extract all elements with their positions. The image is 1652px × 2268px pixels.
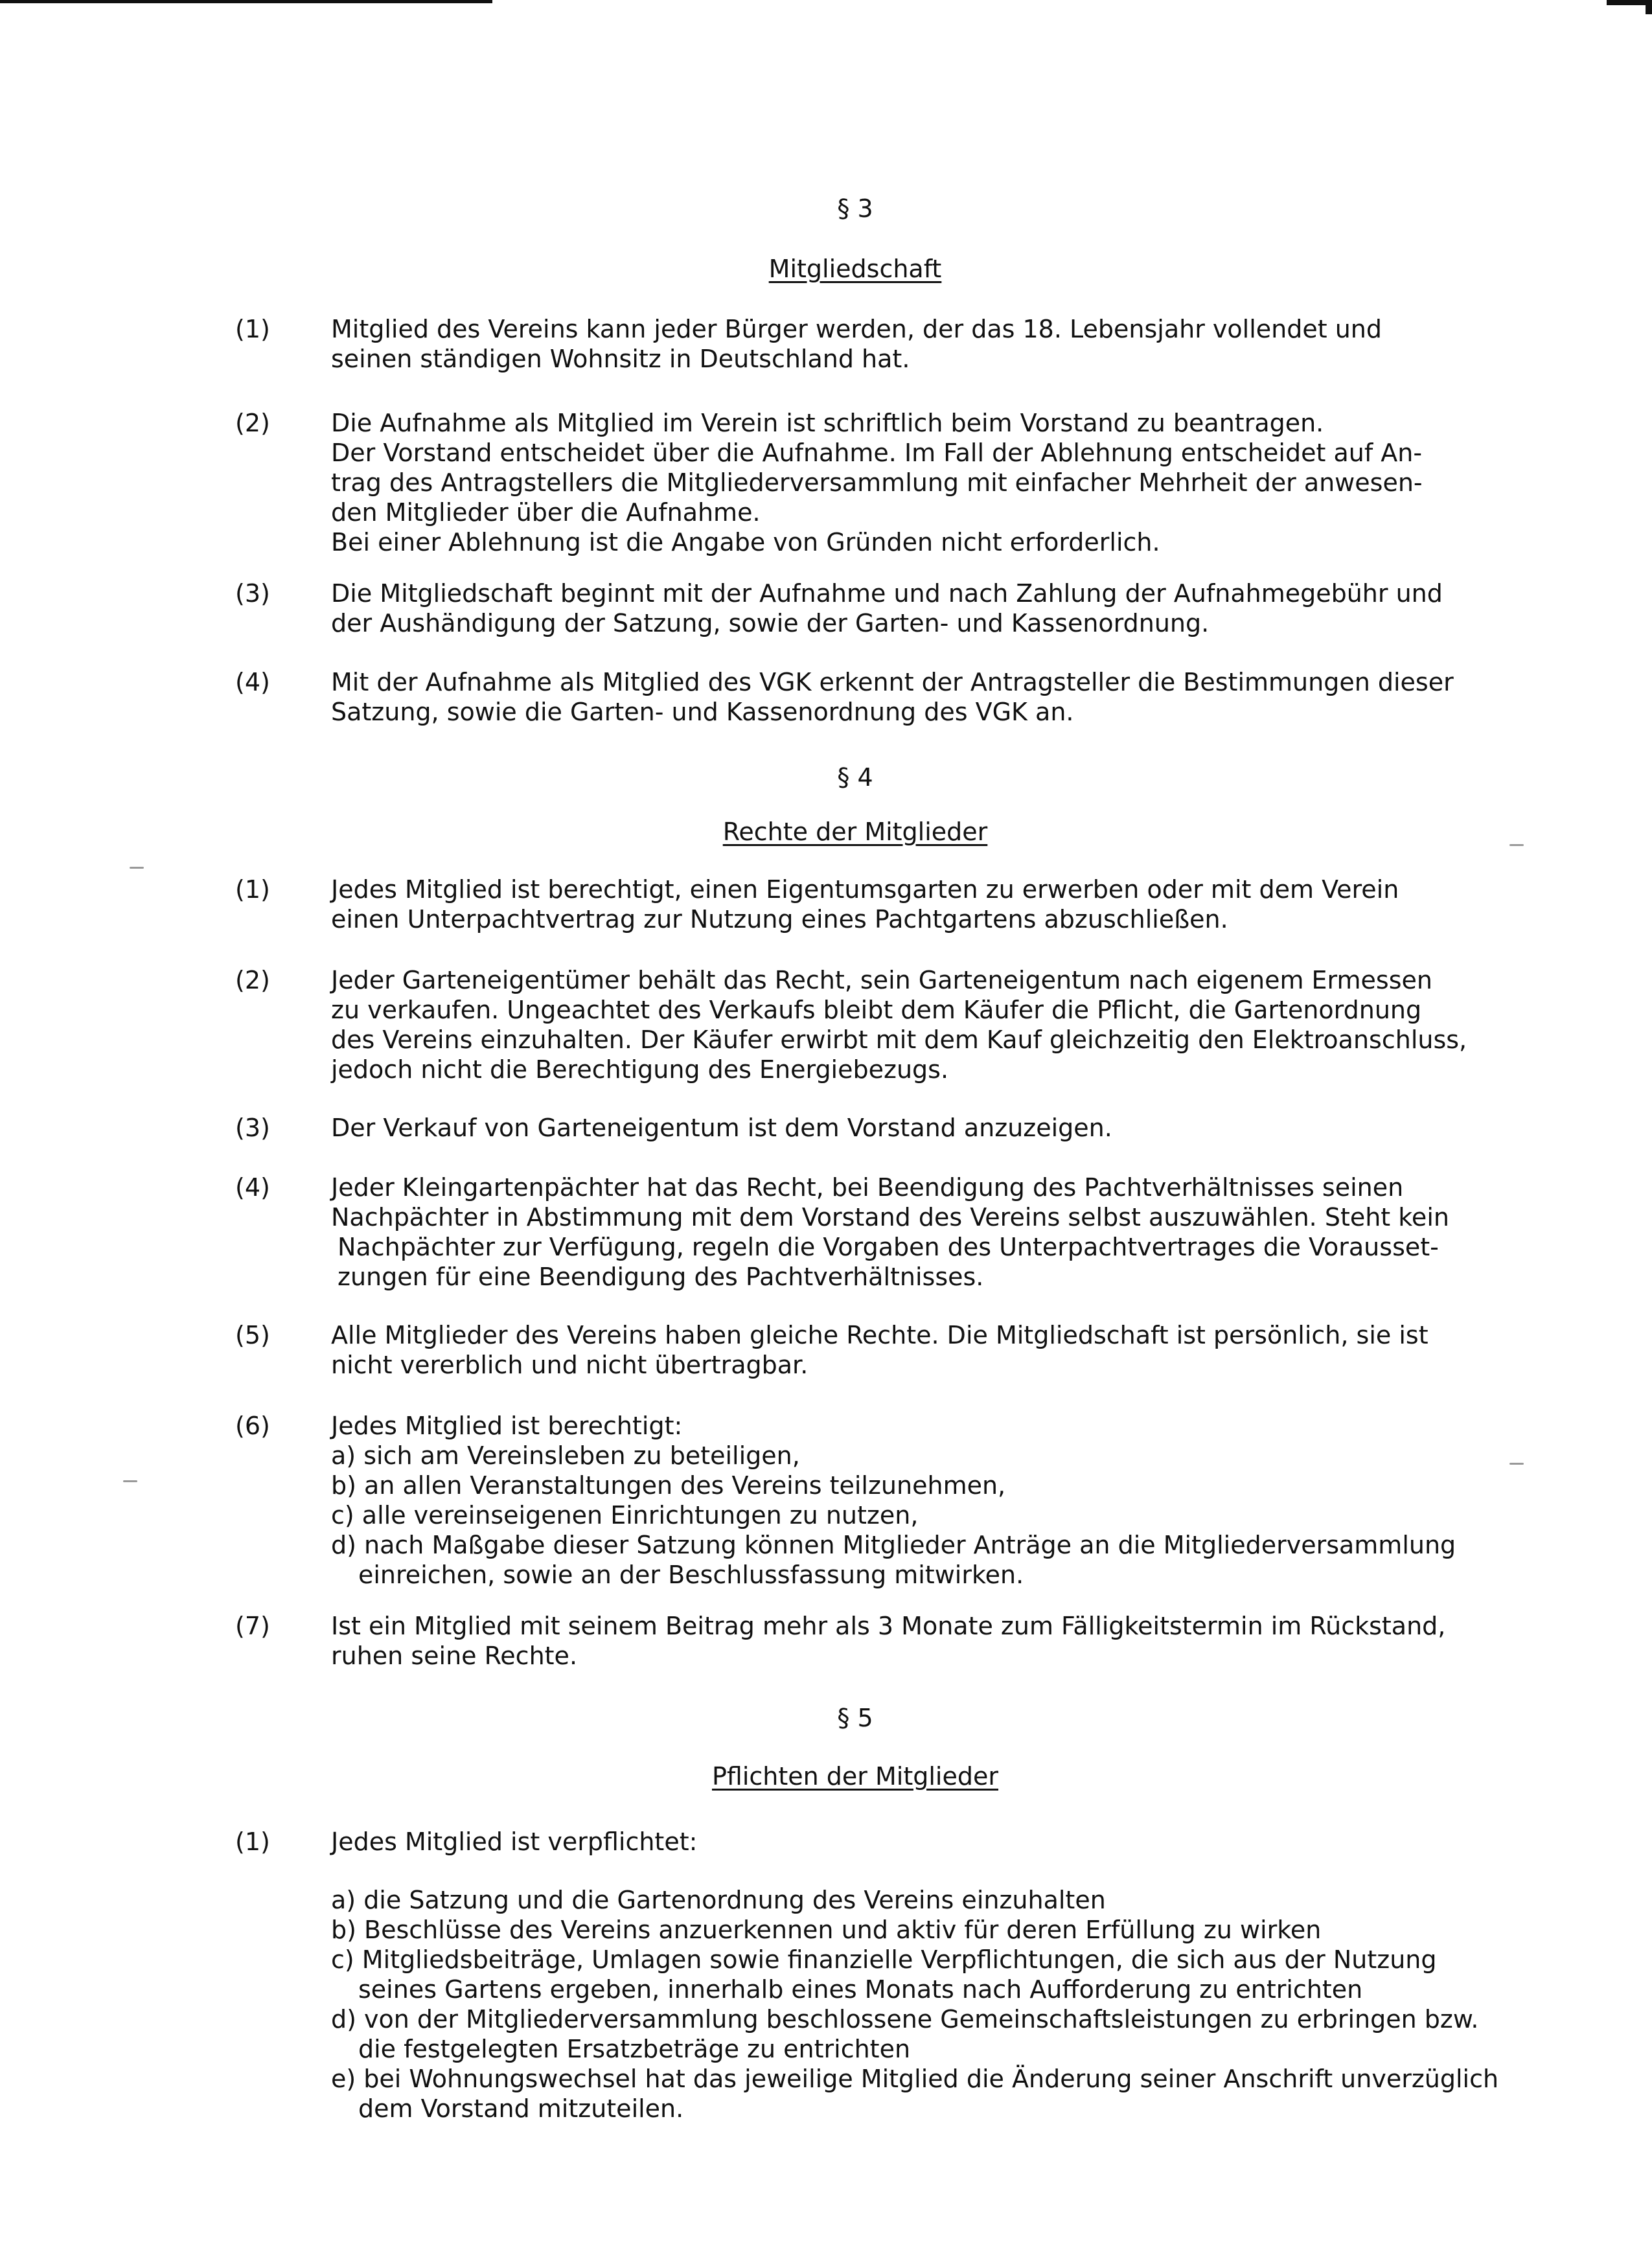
paragraph-line: Bei einer Ablehnung ist die Angabe von Gründen nicht erforderlich.: [331, 528, 1160, 556]
scan-edge-artifact: [1646, 5, 1652, 14]
scan-edge-artifact: [1607, 0, 1652, 5]
scan-edge-artifact: [0, 0, 492, 3]
paragraph-line: Jedes Mitglied ist berechtigt:: [331, 1412, 683, 1440]
paragraph-line: einen Unterpachtvertrag zur Nutzung eines Pachtgartens abzuschließen.: [331, 905, 1228, 934]
section-title: Pflichten der Mitglieder: [711, 1762, 998, 1791]
paragraph-line: zu verkaufen. Ungeachtet des Verkaufs bleibt dem Käufer die Pflicht, die Gartenordnung: [331, 996, 1422, 1024]
list-item: die festgelegten Ersatzbeträge zu entrichten: [358, 2035, 911, 2063]
list-item: d) von der Mitgliederversammlung beschlossene Gemeinschaftsleistungen zu erbringen bzw.: [331, 2005, 1479, 2033]
paragraph-line: Jeder Garteneigentümer behält das Recht, sein Garteneigentum nach eigenem Ermessen: [331, 966, 1432, 994]
paragraph-line: Mitglied des Vereins kann jeder Bürger werden, der das 18. Lebensjahr vollendet und: [331, 315, 1382, 343]
scan-speck: [130, 867, 144, 869]
paragraph-number: (5): [235, 1321, 270, 1349]
paragraph-line: Der Vorstand entscheidet über die Aufnahme. Im Fall der Ablehnung entscheidet auf An-: [331, 439, 1423, 467]
paragraph-line: zungen für eine Beendigung des Pachtverhältnisses.: [338, 1263, 984, 1291]
paragraph-number: (1): [235, 1827, 270, 1856]
paragraph-number: (1): [235, 875, 270, 904]
paragraph-line: Die Mitgliedschaft beginnt mit der Aufnahme und nach Zahlung der Aufnahmegebühr und: [331, 579, 1443, 608]
paragraph-line: Jedes Mitglied ist berechtigt, einen Eigentumsgarten zu erwerben oder mit dem Verein: [331, 875, 1399, 904]
list-item: einreichen, sowie an der Beschlussfassung mitwirken.: [358, 1561, 1024, 1589]
paragraph-line: Die Aufnahme als Mitglied im Verein ist schriftlich beim Vorstand zu beantragen.: [331, 409, 1324, 437]
paragraph-line: jedoch nicht die Berechtigung des Energiebezugs.: [331, 1055, 949, 1084]
list-item: seines Gartens ergeben, innerhalb eines Monats nach Aufforderung zu entrichten: [358, 1975, 1363, 2004]
paragraph-line: Der Verkauf von Garteneigentum ist dem Vorstand anzuzeigen.: [331, 1114, 1112, 1142]
section-title: Rechte der Mitglieder: [722, 818, 988, 846]
paragraph-number: (1): [235, 315, 270, 343]
list-item: dem Vorstand mitzuteilen.: [358, 2094, 684, 2123]
paragraph-number: (7): [235, 1612, 270, 1640]
paragraph-number: (6): [235, 1412, 270, 1440]
paragraph-line: Alle Mitglieder des Vereins haben gleiche Rechte. Die Mitgliedschaft ist persönlich, sie ist: [331, 1321, 1428, 1349]
paragraph-line: Satzung, sowie die Garten- und Kassenordnung des VGK an.: [331, 698, 1074, 726]
list-item: c) alle vereinseigenen Einrichtungen zu nutzen,: [331, 1501, 919, 1529]
list-item: c) Mitgliedsbeiträge, Umlagen sowie finanzielle Verpflichtungen, die sich aus der Nutzung: [331, 1945, 1437, 1974]
paragraph-number: (4): [235, 668, 270, 696]
scan-speck: [123, 1480, 137, 1482]
list-item: a) sich am Vereinsleben zu beteiligen,: [331, 1441, 800, 1470]
paragraph-number: (3): [235, 1114, 270, 1142]
list-item: e) bei Wohnungswechsel hat das jeweilige Mitglied die Änderung seiner Anschrift unverzüglich: [331, 2065, 1499, 2093]
paragraph-line: nicht vererblich und nicht übertragbar.: [331, 1351, 809, 1379]
list-item: b) an allen Veranstaltungen des Vereins teilzunehmen,: [331, 1471, 1006, 1500]
paragraph-line: der Aushändigung der Satzung, sowie der Garten- und Kassenordnung.: [331, 609, 1210, 637]
section-number: § 5: [837, 1704, 873, 1732]
section-title: Mitgliedschaft: [768, 255, 942, 283]
paragraph-line: des Vereins einzuhalten. Der Käufer erwirbt mit dem Kauf gleichzeitig den Elektroanschluss,: [331, 1025, 1467, 1054]
paragraph-line: Jeder Kleingartenpächter hat das Recht, bei Beendigung des Pachtverhältnisses seinen: [331, 1173, 1404, 1202]
paragraph-line: ruhen seine Rechte.: [331, 1642, 578, 1670]
list-item: d) nach Maßgabe dieser Satzung können Mitglieder Anträge an die Mitgliederversammlung: [331, 1531, 1456, 1559]
paragraph-line: trag des Antragstellers die Mitgliederversammlung mit einfacher Mehrheit der anwesen-: [331, 468, 1423, 497]
section-number: § 4: [837, 763, 873, 792]
paragraph-number: (3): [235, 579, 270, 608]
paragraph-line: Jedes Mitglied ist verpflichtet:: [331, 1827, 698, 1856]
section-number: § 3: [837, 194, 873, 223]
paragraph-line: seinen ständigen Wohnsitz in Deutschland hat.: [331, 345, 910, 373]
paragraph-number: (2): [235, 409, 270, 437]
paragraph-number: (2): [235, 966, 270, 994]
paragraph-line: Mit der Aufnahme als Mitglied des VGK erkennt der Antragsteller die Bestimmungen dieser: [331, 668, 1454, 696]
paragraph-line: Nachpächter in Abstimmung mit dem Vorstand des Vereins selbst auszuwählen. Steht kein: [331, 1203, 1449, 1231]
paragraph-line: Nachpächter zur Verfügung, regeln die Vorgaben des Unterpachtvertrages die Vorausset-: [338, 1233, 1439, 1261]
list-item: a) die Satzung und die Gartenordnung des Vereins einzuhalten: [331, 1886, 1106, 1914]
paragraph-line: Ist ein Mitglied mit seinem Beitrag mehr als 3 Monate zum Fälligkeitstermin im Rückstand,: [331, 1612, 1446, 1640]
paragraph-line: den Mitglieder über die Aufnahme.: [331, 498, 761, 527]
list-item: b) Beschlüsse des Vereins anzuerkennen und aktiv für deren Erfüllung zu wirken: [331, 1916, 1322, 1944]
paragraph-number: (4): [235, 1173, 270, 1202]
